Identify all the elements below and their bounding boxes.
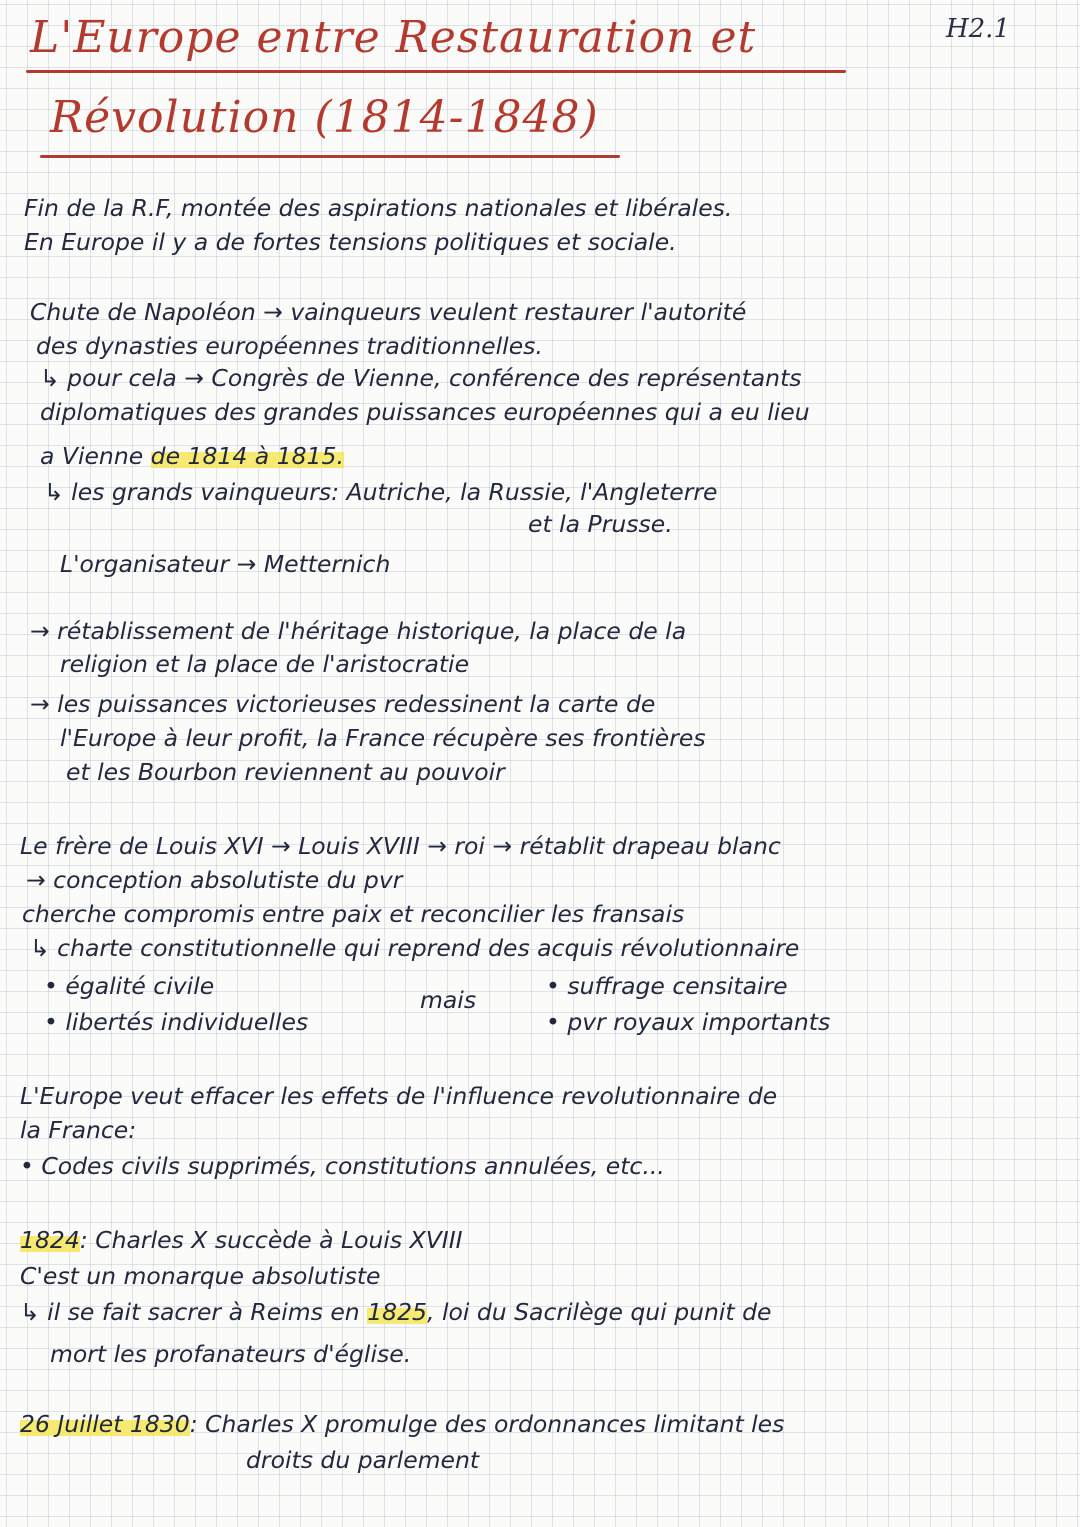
title-underline-1: [26, 70, 846, 73]
highlight: de 1814 à 1815.: [150, 442, 344, 470]
note-line: diplomatiques des grandes puissances européennes qui a eu lieu: [40, 398, 810, 426]
note-line: Chute de Napoléon → vainqueurs veulent restaurer l'autorité: [30, 298, 747, 326]
note-line: 1824: Charles X succède à Louis XVIII: [20, 1226, 463, 1254]
title-underline-2: [40, 155, 620, 158]
note-line: • égalité civile: [44, 972, 215, 1000]
note-line: → les puissances victorieuses redessinent la carte de: [30, 690, 656, 718]
note-line: droits du parlement: [246, 1446, 480, 1474]
note-line: des dynasties européennes traditionnelles.: [36, 332, 543, 360]
note-line: • libertés individuelles: [44, 1008, 309, 1036]
note-line: religion et la place de l'aristocratie: [60, 650, 470, 678]
note-line: → conception absolutiste du pvr: [26, 866, 403, 894]
note-line: ↳ charte constitutionnelle qui reprend des acquis révolutionnaire: [30, 934, 800, 962]
title-line-2: Révolution (1814-1848): [50, 92, 599, 143]
note-line: • Codes civils supprimés, constitutions annulées, etc...: [20, 1152, 665, 1180]
note-line: la France:: [20, 1116, 137, 1144]
note-line: En Europe il y a de fortes tensions politiques et sociale.: [24, 228, 677, 256]
highlight: 1824: [20, 1226, 80, 1254]
note-line: • pvr royaux importants: [546, 1008, 831, 1036]
note-line: ↳ il se fait sacrer à Reims en 1825, loi du Sacrilège qui punit de: [20, 1298, 772, 1326]
highlight: 26 Juillet 1830: [20, 1410, 190, 1438]
note-line: l'Europe à leur profit, la France récupère ses frontières: [60, 724, 706, 752]
note-line: C'est un monarque absolutiste: [20, 1262, 381, 1290]
note-line: a Vienne de 1814 à 1815.: [40, 442, 344, 470]
note-line: → rétablissement de l'héritage historique, la place de la: [30, 617, 687, 645]
note-line: 26 Juillet 1830: Charles X promulge des ordonnances limitant les: [20, 1410, 785, 1438]
note-line: L'organisateur → Metternich: [60, 550, 391, 578]
note-line: • suffrage censitaire: [546, 972, 788, 1000]
highlight: 1825: [367, 1298, 427, 1326]
note-line: mort les profanateurs d'église.: [50, 1340, 412, 1368]
note-line: cherche compromis entre paix et reconcilier les fransais: [22, 900, 685, 928]
chapter-code: H2.1: [945, 14, 1010, 44]
note-line: et les Bourbon reviennent au pouvoir: [66, 758, 505, 786]
note-line: ↳ pour cela → Congrès de Vienne, conférence des représentants: [40, 364, 802, 392]
note-line: Le frère de Louis XVI → Louis XVIII → roi → rétablit drapeau blanc: [20, 832, 781, 860]
note-line: et la Prusse.: [528, 510, 673, 538]
note-line: ↳ les grands vainqueurs: Autriche, la Russie, l'Angleterre: [44, 478, 718, 506]
note-line: mais: [420, 986, 477, 1014]
note-line: Fin de la R.F, montée des aspirations nationales et libérales.: [24, 194, 733, 222]
note-line: L'Europe veut effacer les effets de l'influence revolutionnaire de: [20, 1082, 778, 1110]
title-line-1: L'Europe entre Restauration et: [30, 12, 757, 63]
